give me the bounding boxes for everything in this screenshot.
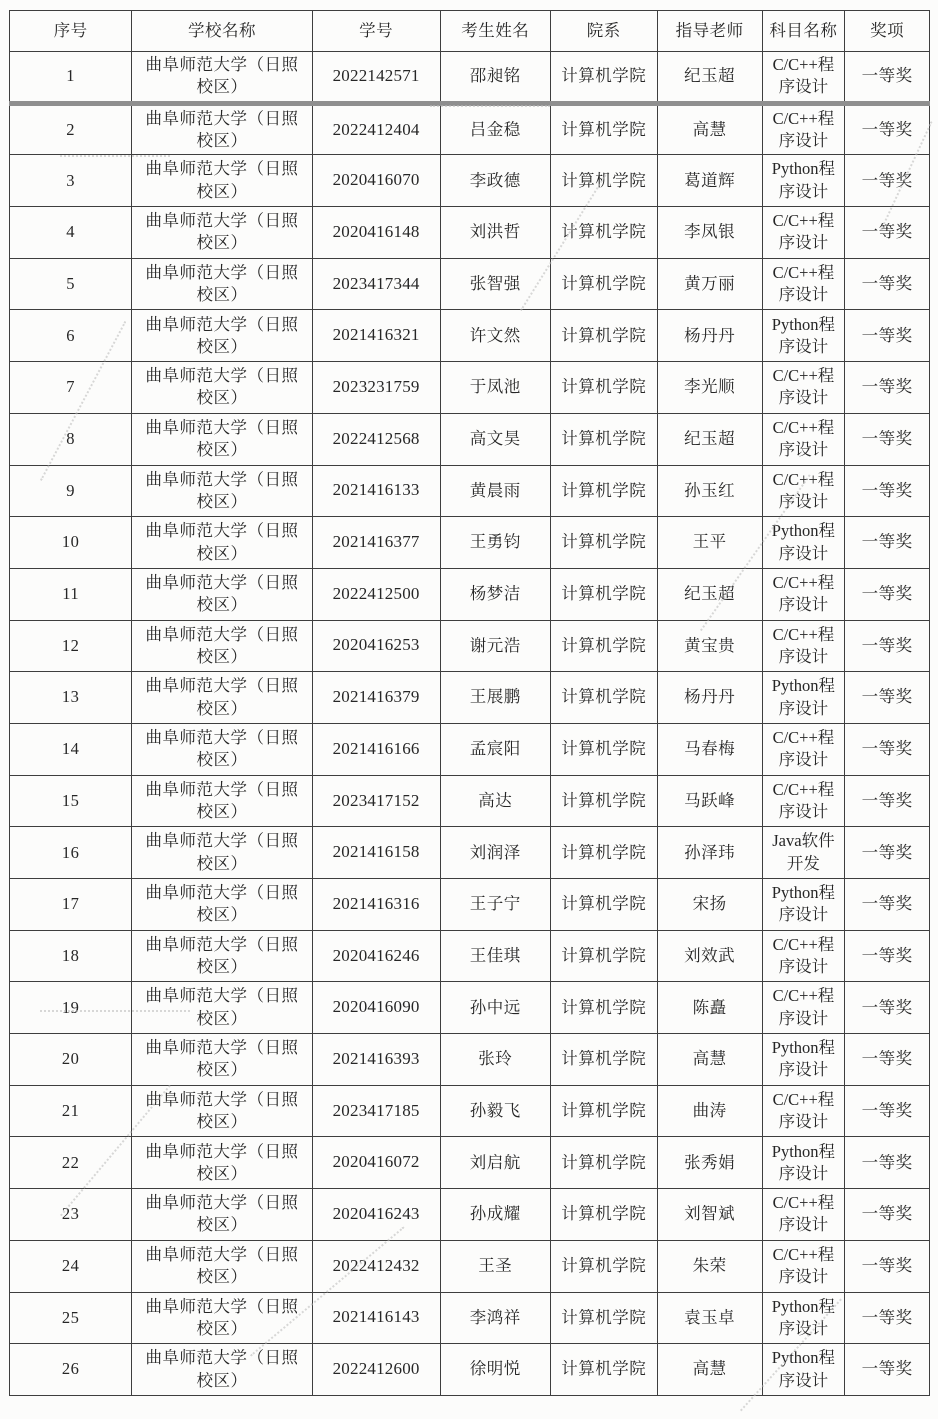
table-row bbox=[10, 568, 930, 620]
cell-student_id: 2022412500 bbox=[312, 568, 440, 620]
cell-school: 曲阜师范大学（日照校区） bbox=[132, 827, 312, 879]
table-row bbox=[10, 620, 930, 672]
cell-name: 于凤池 bbox=[440, 362, 550, 414]
cell-name: 高文昊 bbox=[440, 413, 550, 465]
cell-department: 计算机学院 bbox=[550, 155, 657, 207]
cell-name: 王圣 bbox=[440, 1240, 550, 1292]
cell-award: 一等奖 bbox=[845, 1137, 930, 1189]
cell-award: 一等奖 bbox=[845, 672, 930, 724]
cell-name: 许文然 bbox=[440, 310, 550, 362]
cell-school: 曲阜师范大学（日照校区） bbox=[132, 1344, 312, 1396]
table-row bbox=[10, 1034, 930, 1086]
cell-name: 刘启航 bbox=[440, 1137, 550, 1189]
cell-school: 曲阜师范大学（日照校区） bbox=[132, 620, 312, 672]
table-row bbox=[10, 103, 930, 155]
cell-award: 一等奖 bbox=[845, 620, 930, 672]
cell-student_id: 2023417152 bbox=[312, 775, 440, 827]
cell-school: 曲阜师范大学（日照校区） bbox=[132, 413, 312, 465]
table-row bbox=[10, 1292, 930, 1344]
cell-student_id: 2020416072 bbox=[312, 1137, 440, 1189]
cell-award: 一等奖 bbox=[845, 465, 930, 517]
cell-school: 曲阜师范大学（日照校区） bbox=[132, 517, 312, 569]
cell-department: 计算机学院 bbox=[550, 517, 657, 569]
cell-no: 7 bbox=[10, 362, 132, 414]
table-row bbox=[10, 672, 930, 724]
cell-subject: C/C++程序设计 bbox=[762, 1189, 845, 1241]
table-row bbox=[10, 155, 930, 207]
award-table bbox=[9, 10, 930, 1396]
cell-award: 一等奖 bbox=[845, 1240, 930, 1292]
cell-subject: Python程序设计 bbox=[762, 517, 845, 569]
cell-subject: C/C++程序设计 bbox=[762, 413, 845, 465]
table-row bbox=[10, 310, 930, 362]
cell-no: 2 bbox=[10, 103, 132, 155]
cell-department: 计算机学院 bbox=[550, 568, 657, 620]
cell-name: 杨梦洁 bbox=[440, 568, 550, 620]
cell-school: 曲阜师范大学（日照校区） bbox=[132, 672, 312, 724]
cell-advisor: 李凤银 bbox=[657, 207, 762, 259]
cell-advisor: 马春梅 bbox=[657, 723, 762, 775]
cell-name: 李政德 bbox=[440, 155, 550, 207]
cell-department: 计算机学院 bbox=[550, 827, 657, 879]
cell-name: 张智强 bbox=[440, 258, 550, 310]
cell-award: 一等奖 bbox=[845, 103, 930, 155]
cell-award: 一等奖 bbox=[845, 310, 930, 362]
cell-award: 一等奖 bbox=[845, 930, 930, 982]
cell-advisor: 陈矗 bbox=[657, 982, 762, 1034]
cell-no: 10 bbox=[10, 517, 132, 569]
cell-student_id: 2023417185 bbox=[312, 1085, 440, 1137]
column-header-school: 学校名称 bbox=[132, 11, 312, 52]
cell-name: 黄晨雨 bbox=[440, 465, 550, 517]
cell-student_id: 2020416070 bbox=[312, 155, 440, 207]
table-row bbox=[10, 775, 930, 827]
table-row bbox=[10, 930, 930, 982]
cell-subject: Python程序设计 bbox=[762, 1137, 845, 1189]
cell-name: 谢元浩 bbox=[440, 620, 550, 672]
cell-name: 王展鹏 bbox=[440, 672, 550, 724]
cell-no: 19 bbox=[10, 982, 132, 1034]
cell-school: 曲阜师范大学（日照校区） bbox=[132, 258, 312, 310]
table-row bbox=[10, 207, 930, 259]
cell-school: 曲阜师范大学（日照校区） bbox=[132, 568, 312, 620]
cell-school: 曲阜师范大学（日照校区） bbox=[132, 207, 312, 259]
cell-department: 计算机学院 bbox=[550, 310, 657, 362]
cell-subject: Python程序设计 bbox=[762, 1344, 845, 1396]
cell-department: 计算机学院 bbox=[550, 775, 657, 827]
cell-name: 张玲 bbox=[440, 1034, 550, 1086]
cell-advisor: 张秀娟 bbox=[657, 1137, 762, 1189]
cell-award: 一等奖 bbox=[845, 723, 930, 775]
cell-student_id: 2021416393 bbox=[312, 1034, 440, 1086]
cell-no: 4 bbox=[10, 207, 132, 259]
cell-student_id: 2020416090 bbox=[312, 982, 440, 1034]
cell-name: 孙成耀 bbox=[440, 1189, 550, 1241]
cell-department: 计算机学院 bbox=[550, 879, 657, 931]
cell-award: 一等奖 bbox=[845, 155, 930, 207]
cell-student_id: 2021416377 bbox=[312, 517, 440, 569]
cell-advisor: 纪玉超 bbox=[657, 568, 762, 620]
cell-student_id: 2023231759 bbox=[312, 362, 440, 414]
cell-subject: C/C++程序设计 bbox=[762, 620, 845, 672]
cell-name: 王佳琪 bbox=[440, 930, 550, 982]
cell-award: 一等奖 bbox=[845, 1292, 930, 1344]
cell-advisor: 高慧 bbox=[657, 1034, 762, 1086]
cell-no: 25 bbox=[10, 1292, 132, 1344]
cell-award: 一等奖 bbox=[845, 1034, 930, 1086]
cell-award: 一等奖 bbox=[845, 52, 930, 104]
cell-school: 曲阜师范大学（日照校区） bbox=[132, 1240, 312, 1292]
table-row bbox=[10, 1344, 930, 1396]
cell-subject: C/C++程序设计 bbox=[762, 465, 845, 517]
cell-subject: C/C++程序设计 bbox=[762, 982, 845, 1034]
cell-student_id: 2022412404 bbox=[312, 103, 440, 155]
cell-no: 23 bbox=[10, 1189, 132, 1241]
cell-subject: C/C++程序设计 bbox=[762, 930, 845, 982]
cell-name: 刘洪哲 bbox=[440, 207, 550, 259]
cell-award: 一等奖 bbox=[845, 1085, 930, 1137]
cell-no: 21 bbox=[10, 1085, 132, 1137]
cell-student_id: 2022412600 bbox=[312, 1344, 440, 1396]
column-header-student_id: 学号 bbox=[312, 11, 440, 52]
cell-department: 计算机学院 bbox=[550, 1240, 657, 1292]
cell-department: 计算机学院 bbox=[550, 1292, 657, 1344]
cell-award: 一等奖 bbox=[845, 775, 930, 827]
cell-no: 14 bbox=[10, 723, 132, 775]
cell-award: 一等奖 bbox=[845, 879, 930, 931]
table-row bbox=[10, 517, 930, 569]
cell-school: 曲阜师范大学（日照校区） bbox=[132, 1189, 312, 1241]
cell-school: 曲阜师范大学（日照校区） bbox=[132, 879, 312, 931]
cell-no: 8 bbox=[10, 413, 132, 465]
cell-subject: Python程序设计 bbox=[762, 310, 845, 362]
cell-student_id: 2023417344 bbox=[312, 258, 440, 310]
cell-subject: Python程序设计 bbox=[762, 672, 845, 724]
cell-subject: C/C++程序设计 bbox=[762, 258, 845, 310]
cell-no: 17 bbox=[10, 879, 132, 931]
cell-no: 6 bbox=[10, 310, 132, 362]
cell-school: 曲阜师范大学（日照校区） bbox=[132, 930, 312, 982]
cell-award: 一等奖 bbox=[845, 413, 930, 465]
cell-department: 计算机学院 bbox=[550, 465, 657, 517]
cell-award: 一等奖 bbox=[845, 258, 930, 310]
cell-department: 计算机学院 bbox=[550, 930, 657, 982]
cell-school: 曲阜师范大学（日照校区） bbox=[132, 1137, 312, 1189]
cell-subject: Python程序设计 bbox=[762, 1292, 845, 1344]
cell-no: 24 bbox=[10, 1240, 132, 1292]
cell-name: 邵昶铭 bbox=[440, 52, 550, 104]
cell-no: 15 bbox=[10, 775, 132, 827]
cell-subject: C/C++程序设计 bbox=[762, 568, 845, 620]
cell-advisor: 宋扬 bbox=[657, 879, 762, 931]
cell-name: 徐明悦 bbox=[440, 1344, 550, 1396]
cell-subject: C/C++程序设计 bbox=[762, 1240, 845, 1292]
cell-advisor: 孙泽玮 bbox=[657, 827, 762, 879]
cell-no: 16 bbox=[10, 827, 132, 879]
cell-advisor: 黄宝贵 bbox=[657, 620, 762, 672]
cell-subject: C/C++程序设计 bbox=[762, 207, 845, 259]
cell-no: 5 bbox=[10, 258, 132, 310]
cell-student_id: 2021416166 bbox=[312, 723, 440, 775]
cell-advisor: 黄万丽 bbox=[657, 258, 762, 310]
cell-advisor: 孙玉红 bbox=[657, 465, 762, 517]
cell-award: 一等奖 bbox=[845, 568, 930, 620]
table-row bbox=[10, 362, 930, 414]
cell-advisor: 曲涛 bbox=[657, 1085, 762, 1137]
cell-department: 计算机学院 bbox=[550, 723, 657, 775]
cell-student_id: 2021416316 bbox=[312, 879, 440, 931]
scanned-award-list-page bbox=[0, 10, 938, 1419]
table-row bbox=[10, 1085, 930, 1137]
cell-no: 12 bbox=[10, 620, 132, 672]
cell-student_id: 2021416379 bbox=[312, 672, 440, 724]
cell-name: 王勇钧 bbox=[440, 517, 550, 569]
cell-department: 计算机学院 bbox=[550, 1189, 657, 1241]
cell-department: 计算机学院 bbox=[550, 1085, 657, 1137]
cell-no: 13 bbox=[10, 672, 132, 724]
table-row bbox=[10, 879, 930, 931]
cell-department: 计算机学院 bbox=[550, 672, 657, 724]
cell-award: 一等奖 bbox=[845, 207, 930, 259]
cell-student_id: 2022412432 bbox=[312, 1240, 440, 1292]
cell-subject: C/C++程序设计 bbox=[762, 52, 845, 104]
cell-award: 一等奖 bbox=[845, 1189, 930, 1241]
cell-name: 刘润泽 bbox=[440, 827, 550, 879]
cell-no: 11 bbox=[10, 568, 132, 620]
cell-name: 孙中远 bbox=[440, 982, 550, 1034]
table-row bbox=[10, 723, 930, 775]
cell-school: 曲阜师范大学（日照校区） bbox=[132, 982, 312, 1034]
cell-department: 计算机学院 bbox=[550, 362, 657, 414]
cell-department: 计算机学院 bbox=[550, 258, 657, 310]
cell-subject: C/C++程序设计 bbox=[762, 103, 845, 155]
cell-school: 曲阜师范大学（日照校区） bbox=[132, 1085, 312, 1137]
table-row bbox=[10, 1137, 930, 1189]
cell-department: 计算机学院 bbox=[550, 103, 657, 155]
cell-advisor: 纪玉超 bbox=[657, 52, 762, 104]
cell-school: 曲阜师范大学（日照校区） bbox=[132, 362, 312, 414]
cell-school: 曲阜师范大学（日照校区） bbox=[132, 723, 312, 775]
cell-subject: Python程序设计 bbox=[762, 155, 845, 207]
cell-advisor: 朱荣 bbox=[657, 1240, 762, 1292]
cell-subject: C/C++程序设计 bbox=[762, 362, 845, 414]
cell-student_id: 2022412568 bbox=[312, 413, 440, 465]
table-row bbox=[10, 982, 930, 1034]
cell-name: 李鸿祥 bbox=[440, 1292, 550, 1344]
cell-student_id: 2020416243 bbox=[312, 1189, 440, 1241]
cell-school: 曲阜师范大学（日照校区） bbox=[132, 775, 312, 827]
cell-award: 一等奖 bbox=[845, 1344, 930, 1396]
cell-department: 计算机学院 bbox=[550, 1034, 657, 1086]
cell-award: 一等奖 bbox=[845, 827, 930, 879]
cell-advisor: 纪玉超 bbox=[657, 413, 762, 465]
cell-award: 一等奖 bbox=[845, 362, 930, 414]
table-row bbox=[10, 827, 930, 879]
table-body bbox=[10, 52, 930, 1396]
cell-advisor: 葛道辉 bbox=[657, 155, 762, 207]
cell-department: 计算机学院 bbox=[550, 1137, 657, 1189]
cell-student_id: 2021416158 bbox=[312, 827, 440, 879]
cell-school: 曲阜师范大学（日照校区） bbox=[132, 103, 312, 155]
column-header-advisor: 指导老师 bbox=[657, 11, 762, 52]
cell-name: 吕金稳 bbox=[440, 103, 550, 155]
cell-department: 计算机学院 bbox=[550, 413, 657, 465]
cell-award: 一等奖 bbox=[845, 982, 930, 1034]
cell-student_id: 2020416246 bbox=[312, 930, 440, 982]
cell-student_id: 2021416143 bbox=[312, 1292, 440, 1344]
table-row bbox=[10, 1189, 930, 1241]
table-row bbox=[10, 1240, 930, 1292]
cell-no: 3 bbox=[10, 155, 132, 207]
cell-school: 曲阜师范大学（日照校区） bbox=[132, 1034, 312, 1086]
cell-department: 计算机学院 bbox=[550, 52, 657, 104]
cell-advisor: 王平 bbox=[657, 517, 762, 569]
cell-advisor: 刘智斌 bbox=[657, 1189, 762, 1241]
column-header-award: 奖项 bbox=[845, 11, 930, 52]
cell-department: 计算机学院 bbox=[550, 982, 657, 1034]
cell-advisor: 马跃峰 bbox=[657, 775, 762, 827]
cell-school: 曲阜师范大学（日照校区） bbox=[132, 155, 312, 207]
cell-advisor: 袁玉卓 bbox=[657, 1292, 762, 1344]
cell-no: 18 bbox=[10, 930, 132, 982]
cell-name: 孙毅飞 bbox=[440, 1085, 550, 1137]
table-row bbox=[10, 413, 930, 465]
cell-no: 1 bbox=[10, 52, 132, 104]
cell-subject: Python程序设计 bbox=[762, 1034, 845, 1086]
cell-no: 20 bbox=[10, 1034, 132, 1086]
cell-advisor: 杨丹丹 bbox=[657, 672, 762, 724]
table-row bbox=[10, 258, 930, 310]
cell-name: 王子宁 bbox=[440, 879, 550, 931]
column-header-no: 序号 bbox=[10, 11, 132, 52]
cell-school: 曲阜师范大学（日照校区） bbox=[132, 465, 312, 517]
cell-department: 计算机学院 bbox=[550, 207, 657, 259]
cell-award: 一等奖 bbox=[845, 517, 930, 569]
cell-name: 高达 bbox=[440, 775, 550, 827]
cell-student_id: 2021416321 bbox=[312, 310, 440, 362]
cell-advisor: 高慧 bbox=[657, 1344, 762, 1396]
table-row bbox=[10, 465, 930, 517]
cell-no: 26 bbox=[10, 1344, 132, 1396]
cell-subject: C/C++程序设计 bbox=[762, 1085, 845, 1137]
cell-school: 曲阜师范大学（日照校区） bbox=[132, 52, 312, 104]
cell-subject: C/C++程序设计 bbox=[762, 723, 845, 775]
cell-student_id: 2022142571 bbox=[312, 52, 440, 104]
cell-name: 孟宸阳 bbox=[440, 723, 550, 775]
table-row bbox=[10, 52, 930, 104]
cell-student_id: 2020416253 bbox=[312, 620, 440, 672]
cell-student_id: 2021416133 bbox=[312, 465, 440, 517]
cell-advisor: 刘效武 bbox=[657, 930, 762, 982]
cell-department: 计算机学院 bbox=[550, 1344, 657, 1396]
cell-advisor: 杨丹丹 bbox=[657, 310, 762, 362]
cell-no: 9 bbox=[10, 465, 132, 517]
cell-no: 22 bbox=[10, 1137, 132, 1189]
column-header-name: 考生姓名 bbox=[440, 11, 550, 52]
header-row bbox=[10, 11, 930, 52]
cell-subject: Python程序设计 bbox=[762, 879, 845, 931]
cell-subject: C/C++程序设计 bbox=[762, 775, 845, 827]
cell-department: 计算机学院 bbox=[550, 620, 657, 672]
cell-school: 曲阜师范大学（日照校区） bbox=[132, 310, 312, 362]
column-header-subject: 科目名称 bbox=[762, 11, 845, 52]
cell-advisor: 高慧 bbox=[657, 103, 762, 155]
cell-student_id: 2020416148 bbox=[312, 207, 440, 259]
cell-school: 曲阜师范大学（日照校区） bbox=[132, 1292, 312, 1344]
column-header-department: 院系 bbox=[550, 11, 657, 52]
cell-advisor: 李光顺 bbox=[657, 362, 762, 414]
cell-subject: Java软件开发 bbox=[762, 827, 845, 879]
